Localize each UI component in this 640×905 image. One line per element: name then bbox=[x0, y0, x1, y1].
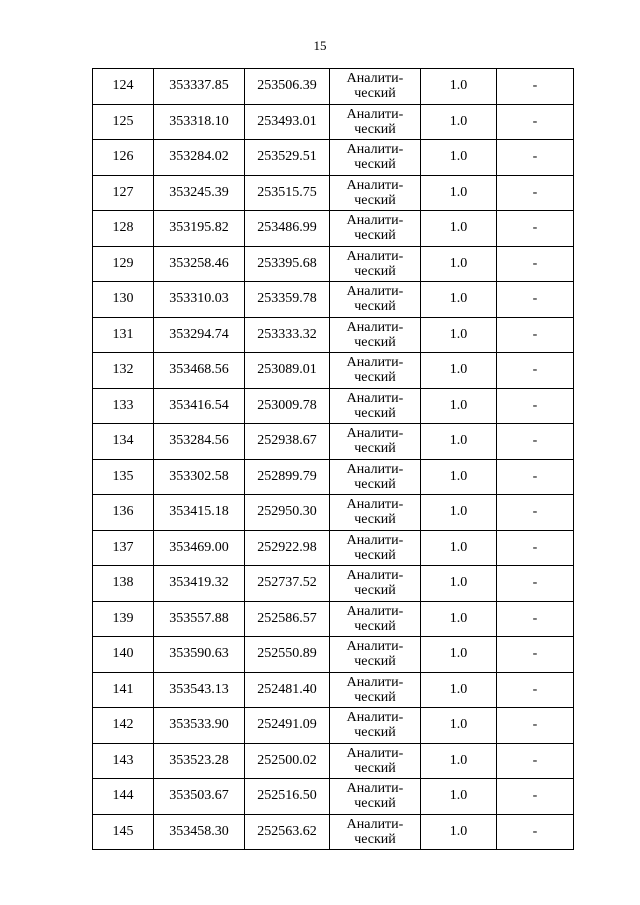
accuracy-cell: 1.0 bbox=[421, 211, 497, 247]
note-cell: - bbox=[497, 743, 574, 779]
table-row bbox=[93, 175, 574, 211]
accuracy-cell: 1.0 bbox=[421, 424, 497, 460]
point-number-cell: 131 bbox=[93, 317, 154, 353]
table-row bbox=[93, 708, 574, 744]
table-row bbox=[93, 672, 574, 708]
method-text-line: ческий bbox=[354, 760, 396, 776]
accuracy-cell: 1.0 bbox=[421, 495, 497, 531]
note-cell: - bbox=[497, 672, 574, 708]
point-number-cell: 124 bbox=[93, 69, 154, 105]
table-body bbox=[93, 69, 574, 850]
table-row bbox=[93, 246, 574, 282]
x-coordinate-cell: 353284.02 bbox=[154, 140, 245, 176]
accuracy-cell: 1.0 bbox=[421, 317, 497, 353]
method-cell bbox=[330, 424, 421, 460]
method-text-line: Аналити- bbox=[346, 497, 404, 513]
point-number-cell: 126 bbox=[93, 140, 154, 176]
y-coordinate-cell: 252922.98 bbox=[245, 530, 330, 566]
method-text-line: ческий bbox=[354, 441, 396, 457]
method-text-line: ческий bbox=[354, 796, 396, 812]
table-row bbox=[93, 424, 574, 460]
method-text-line: Аналити- bbox=[346, 816, 404, 832]
accuracy-cell: 1.0 bbox=[421, 69, 497, 105]
point-number-cell: 137 bbox=[93, 530, 154, 566]
point-number-cell: 139 bbox=[93, 601, 154, 637]
method-text-line: Аналити- bbox=[346, 284, 404, 300]
note-cell: - bbox=[497, 566, 574, 602]
method-text-line: Аналити- bbox=[346, 355, 404, 371]
table-row bbox=[93, 601, 574, 637]
method-text-line: ческий bbox=[354, 618, 396, 634]
note-cell: - bbox=[497, 246, 574, 282]
point-number-cell: 142 bbox=[93, 708, 154, 744]
table-row bbox=[93, 69, 574, 105]
note-cell: - bbox=[497, 495, 574, 531]
method-cell bbox=[330, 388, 421, 424]
point-number-cell: 144 bbox=[93, 779, 154, 815]
y-coordinate-cell: 252491.09 bbox=[245, 708, 330, 744]
method-text-line: ческий bbox=[354, 547, 396, 563]
y-coordinate-cell: 252737.52 bbox=[245, 566, 330, 602]
note-cell: - bbox=[497, 175, 574, 211]
x-coordinate-cell: 353416.54 bbox=[154, 388, 245, 424]
note-cell: - bbox=[497, 353, 574, 389]
y-coordinate-cell: 253359.78 bbox=[245, 282, 330, 318]
y-coordinate-cell: 253529.51 bbox=[245, 140, 330, 176]
table-row bbox=[93, 317, 574, 353]
table-row bbox=[93, 530, 574, 566]
note-cell: - bbox=[497, 779, 574, 815]
table-row bbox=[93, 743, 574, 779]
point-number-cell: 141 bbox=[93, 672, 154, 708]
x-coordinate-cell: 353337.85 bbox=[154, 69, 245, 105]
method-cell bbox=[330, 317, 421, 353]
x-coordinate-cell: 353415.18 bbox=[154, 495, 245, 531]
table-row bbox=[93, 140, 574, 176]
method-text-line: ческий bbox=[354, 476, 396, 492]
method-text-line: ческий bbox=[354, 405, 396, 421]
method-text-line: Аналити- bbox=[346, 639, 404, 655]
point-number-cell: 135 bbox=[93, 459, 154, 495]
method-cell bbox=[330, 353, 421, 389]
y-coordinate-cell: 253493.01 bbox=[245, 104, 330, 140]
method-cell bbox=[330, 175, 421, 211]
method-text-line: Аналити- bbox=[346, 532, 404, 548]
x-coordinate-cell: 353258.46 bbox=[154, 246, 245, 282]
accuracy-cell: 1.0 bbox=[421, 388, 497, 424]
note-cell: - bbox=[497, 104, 574, 140]
method-cell bbox=[330, 211, 421, 247]
method-cell bbox=[330, 69, 421, 105]
accuracy-cell: 1.0 bbox=[421, 175, 497, 211]
accuracy-cell: 1.0 bbox=[421, 708, 497, 744]
point-number-cell: 133 bbox=[93, 388, 154, 424]
table-row bbox=[93, 459, 574, 495]
method-text-line: Аналити- bbox=[346, 568, 404, 584]
method-text-line: Аналити- bbox=[346, 248, 404, 264]
note-cell: - bbox=[497, 459, 574, 495]
x-coordinate-cell: 353318.10 bbox=[154, 104, 245, 140]
method-cell bbox=[330, 708, 421, 744]
point-number-cell: 129 bbox=[93, 246, 154, 282]
method-text-line: Аналити- bbox=[346, 674, 404, 690]
x-coordinate-cell: 353469.00 bbox=[154, 530, 245, 566]
point-number-cell: 145 bbox=[93, 814, 154, 850]
method-text-line: Аналити- bbox=[346, 461, 404, 477]
coordinates-table bbox=[92, 68, 574, 850]
y-coordinate-cell: 252938.67 bbox=[245, 424, 330, 460]
accuracy-cell: 1.0 bbox=[421, 779, 497, 815]
method-text-line: ческий bbox=[354, 228, 396, 244]
method-text-line: Аналити- bbox=[346, 745, 404, 761]
y-coordinate-cell: 253486.99 bbox=[245, 211, 330, 247]
x-coordinate-cell: 353523.28 bbox=[154, 743, 245, 779]
point-number-cell: 143 bbox=[93, 743, 154, 779]
table-row bbox=[93, 814, 574, 850]
x-coordinate-cell: 353503.67 bbox=[154, 779, 245, 815]
method-cell bbox=[330, 246, 421, 282]
accuracy-cell: 1.0 bbox=[421, 140, 497, 176]
page-number: 15 bbox=[313, 38, 327, 53]
method-text-line: ческий bbox=[354, 831, 396, 847]
x-coordinate-cell: 353284.56 bbox=[154, 424, 245, 460]
method-cell bbox=[330, 601, 421, 637]
note-cell: - bbox=[497, 637, 574, 673]
note-cell: - bbox=[497, 601, 574, 637]
method-text-line: ческий bbox=[354, 299, 396, 315]
x-coordinate-cell: 353468.56 bbox=[154, 353, 245, 389]
method-cell bbox=[330, 637, 421, 673]
y-coordinate-cell: 253506.39 bbox=[245, 69, 330, 105]
point-number-cell: 130 bbox=[93, 282, 154, 318]
table-row bbox=[93, 282, 574, 318]
method-text-line: ческий bbox=[354, 370, 396, 386]
x-coordinate-cell: 353302.58 bbox=[154, 459, 245, 495]
point-number-cell: 140 bbox=[93, 637, 154, 673]
table-row bbox=[93, 779, 574, 815]
method-cell bbox=[330, 779, 421, 815]
note-cell: - bbox=[497, 211, 574, 247]
method-text-line: ческий bbox=[354, 512, 396, 528]
method-text-line: ческий bbox=[354, 263, 396, 279]
method-text-line: Аналити- bbox=[346, 71, 404, 87]
accuracy-cell: 1.0 bbox=[421, 246, 497, 282]
accuracy-cell: 1.0 bbox=[421, 814, 497, 850]
table-row bbox=[93, 637, 574, 673]
note-cell: - bbox=[497, 814, 574, 850]
x-coordinate-cell: 353543.13 bbox=[154, 672, 245, 708]
y-coordinate-cell: 252516.50 bbox=[245, 779, 330, 815]
y-coordinate-cell: 253089.01 bbox=[245, 353, 330, 389]
method-cell bbox=[330, 459, 421, 495]
method-text-line: Аналити- bbox=[346, 213, 404, 229]
method-text-line: ческий bbox=[354, 157, 396, 173]
accuracy-cell: 1.0 bbox=[421, 530, 497, 566]
method-text-line: Аналити- bbox=[346, 177, 404, 193]
table-row bbox=[93, 495, 574, 531]
accuracy-cell: 1.0 bbox=[421, 672, 497, 708]
method-cell bbox=[330, 140, 421, 176]
table-row bbox=[93, 353, 574, 389]
accuracy-cell: 1.0 bbox=[421, 637, 497, 673]
method-cell bbox=[330, 530, 421, 566]
method-text-line: ческий bbox=[354, 583, 396, 599]
point-number-cell: 127 bbox=[93, 175, 154, 211]
method-text-line: ческий bbox=[354, 689, 396, 705]
method-text-line: Аналити- bbox=[346, 319, 404, 335]
note-cell: - bbox=[497, 530, 574, 566]
method-text-line: Аналити- bbox=[346, 390, 404, 406]
accuracy-cell: 1.0 bbox=[421, 104, 497, 140]
y-coordinate-cell: 252586.57 bbox=[245, 601, 330, 637]
method-text-line: ческий bbox=[354, 121, 396, 137]
note-cell: - bbox=[497, 282, 574, 318]
accuracy-cell: 1.0 bbox=[421, 282, 497, 318]
table-row bbox=[93, 211, 574, 247]
method-text-line: ческий bbox=[354, 192, 396, 208]
point-number-cell: 128 bbox=[93, 211, 154, 247]
y-coordinate-cell: 253333.32 bbox=[245, 317, 330, 353]
y-coordinate-cell: 252550.89 bbox=[245, 637, 330, 673]
note-cell: - bbox=[497, 708, 574, 744]
note-cell: - bbox=[497, 424, 574, 460]
y-coordinate-cell: 252500.02 bbox=[245, 743, 330, 779]
x-coordinate-cell: 353195.82 bbox=[154, 211, 245, 247]
point-number-cell: 136 bbox=[93, 495, 154, 531]
method-cell bbox=[330, 566, 421, 602]
method-text-line: ческий bbox=[354, 654, 396, 670]
note-cell: - bbox=[497, 317, 574, 353]
accuracy-cell: 1.0 bbox=[421, 353, 497, 389]
note-cell: - bbox=[497, 140, 574, 176]
table-row bbox=[93, 388, 574, 424]
method-text-line: Аналити- bbox=[346, 426, 404, 442]
point-number-cell: 134 bbox=[93, 424, 154, 460]
table-row bbox=[93, 566, 574, 602]
accuracy-cell: 1.0 bbox=[421, 566, 497, 602]
method-text-line: Аналити- bbox=[346, 106, 404, 122]
method-text-line: Аналити- bbox=[346, 603, 404, 619]
x-coordinate-cell: 353533.90 bbox=[154, 708, 245, 744]
y-coordinate-cell: 252563.62 bbox=[245, 814, 330, 850]
method-text-line: Аналити- bbox=[346, 781, 404, 797]
y-coordinate-cell: 253515.75 bbox=[245, 175, 330, 211]
method-cell bbox=[330, 743, 421, 779]
method-cell bbox=[330, 104, 421, 140]
y-coordinate-cell: 253009.78 bbox=[245, 388, 330, 424]
method-cell bbox=[330, 282, 421, 318]
x-coordinate-cell: 353557.88 bbox=[154, 601, 245, 637]
method-text-line: ческий bbox=[354, 86, 396, 102]
accuracy-cell: 1.0 bbox=[421, 459, 497, 495]
y-coordinate-cell: 252481.40 bbox=[245, 672, 330, 708]
method-cell bbox=[330, 495, 421, 531]
method-text-line: ческий bbox=[354, 725, 396, 741]
y-coordinate-cell: 253395.68 bbox=[245, 246, 330, 282]
note-cell: - bbox=[497, 388, 574, 424]
method-cell bbox=[330, 672, 421, 708]
x-coordinate-cell: 353419.32 bbox=[154, 566, 245, 602]
method-text-line: Аналити- bbox=[346, 142, 404, 158]
x-coordinate-cell: 353245.39 bbox=[154, 175, 245, 211]
y-coordinate-cell: 252950.30 bbox=[245, 495, 330, 531]
point-number-cell: 132 bbox=[93, 353, 154, 389]
table-row bbox=[93, 104, 574, 140]
point-number-cell: 138 bbox=[93, 566, 154, 602]
x-coordinate-cell: 353590.63 bbox=[154, 637, 245, 673]
note-cell: - bbox=[497, 69, 574, 105]
accuracy-cell: 1.0 bbox=[421, 743, 497, 779]
x-coordinate-cell: 353458.30 bbox=[154, 814, 245, 850]
x-coordinate-cell: 353294.74 bbox=[154, 317, 245, 353]
x-coordinate-cell: 353310.03 bbox=[154, 282, 245, 318]
point-number-cell: 125 bbox=[93, 104, 154, 140]
method-text-line: Аналити- bbox=[346, 710, 404, 726]
y-coordinate-cell: 252899.79 bbox=[245, 459, 330, 495]
method-cell bbox=[330, 814, 421, 850]
method-text-line: ческий bbox=[354, 334, 396, 350]
accuracy-cell: 1.0 bbox=[421, 601, 497, 637]
